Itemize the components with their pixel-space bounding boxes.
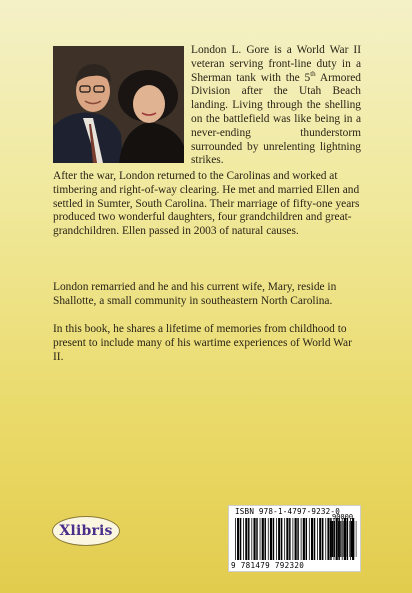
after-war-paragraph: After the war, London returned to the Carolinas and worked at timbering and right-of-way clearing. He met and married Ellen and settled in Sumter, South Carolina. Their marriage of fifty-one years produced two wonderful daughters, four grandchildren and great-grandchildren. Ellen passed in 2003 of natural causes. (53, 170, 360, 238)
author-photo (53, 46, 184, 163)
barcode-addon-bars (330, 521, 358, 557)
barcode-bar (240, 518, 241, 560)
barcode-bar (276, 518, 277, 560)
barcode-bar (345, 521, 347, 557)
isbn-barcode (228, 505, 361, 572)
publisher-logo-text: Xlibris (59, 523, 113, 539)
barcode-bar (322, 518, 323, 560)
barcode-bar (332, 521, 334, 557)
barcode-bar (262, 518, 264, 560)
barcode-bar (284, 518, 285, 560)
barcode-bar (325, 518, 326, 560)
barcode-bar (309, 518, 310, 560)
author-photo-illustration (53, 46, 184, 163)
barcode-bar (343, 521, 344, 557)
barcode-bar (264, 518, 265, 560)
barcode-bar (245, 518, 247, 560)
bio-intro-paragraph (191, 44, 361, 168)
barcode-bar (248, 518, 249, 560)
barcode-bar (319, 518, 321, 560)
barcode-bar (351, 521, 353, 557)
barcode-bar (334, 521, 335, 557)
barcode-bar (273, 518, 274, 560)
barcode-bar (349, 521, 350, 557)
barcode-bar (237, 518, 239, 560)
barcode-bar (356, 521, 357, 557)
book-summary-paragraph: In this book, he shares a lifetime of memories from childhood to present to include many of his wartime experiences of World War II. (53, 323, 352, 363)
barcode-bar (270, 518, 272, 560)
barcode-bar (353, 521, 354, 557)
barcode-bar (314, 518, 315, 560)
barcode-digits: 9 781479 792320 (231, 561, 305, 570)
barcode-bar (286, 518, 288, 560)
barcode-bar (336, 521, 337, 557)
barcode-bar (295, 518, 297, 560)
barcode-bar (317, 518, 318, 560)
bio-intro-text-continued: Armored Division after the Utah Beach landing. Living through the shelling on the battlefield was like being in a never-ending thunderstorm surrounded by unrelenting lightning strikes. (191, 71, 361, 167)
barcode-bar (235, 518, 236, 560)
ordinal-suffix: th (310, 69, 316, 78)
barcode-bar (293, 518, 294, 560)
addon-digits: 90000 (332, 513, 354, 521)
barcode-bar (289, 518, 290, 560)
barcode-bar (278, 518, 280, 560)
barcode-bar (281, 518, 282, 560)
publisher-logo (52, 516, 120, 546)
barcode-bar (243, 518, 244, 560)
barcode-bar (260, 518, 261, 560)
addon-barcode-bars (330, 521, 358, 557)
barcode-bar (268, 518, 269, 560)
barcode-bar (306, 518, 307, 560)
barcode-bar (251, 518, 252, 560)
barcode-bar (301, 518, 302, 560)
barcode-bar (253, 518, 255, 560)
barcode-bar (256, 518, 257, 560)
barcode-bar (311, 518, 313, 560)
bio-intro-text: London L. Gore is a World War II veteran serving front-line duty in a Sherman tank with the 5 (191, 44, 361, 84)
barcode-bar (340, 521, 341, 557)
barcode-bar (303, 518, 305, 560)
barcode-bar (338, 521, 340, 557)
isbn-label: ISBN 978-1-4797-9232-0 (235, 507, 340, 516)
barcode-bar (347, 521, 348, 557)
remarried-paragraph: London remarried and he and his current wife, Mary, reside in Shallotte, a small community in southeastern North Carolina. (53, 281, 337, 307)
barcode-bar (297, 518, 298, 560)
barcode-bar (330, 521, 331, 557)
